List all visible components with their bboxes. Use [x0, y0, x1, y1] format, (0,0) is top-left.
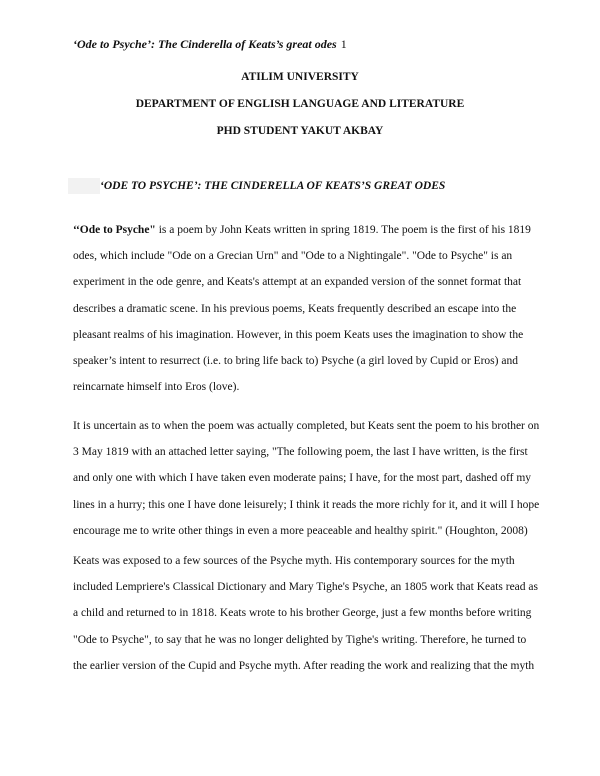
department-name: DEPARTMENT OF ENGLISH LANGUAGE AND LITERATURE [135, 98, 465, 110]
running-header [73, 37, 347, 51]
paragraph-1 [73, 217, 543, 400]
paragraph-1-body: is a poem by John Keats written in spring 1819. The poem is the first of his 1819 odes, which include "Ode on a Grecian Urn" and "Ode to a Nightingale". "Ode to Psyche" is an experiment in the ode genre, and Keats's attempt at an expanded version of the sonnet format that describes a dramatic scene. In his previous poems, Keats frequently described an escape into the pleasant realms of his imagination. However, in this poem Keats uses the imagination to show the speaker’s intent to resurrect (i.e. to bring life back to) Psyche (a girl loved by Cupid or Eros) and reincarnate himself into Eros (love). [73, 224, 531, 394]
title-highlight [68, 178, 100, 194]
paragraph-1-lead: ‘‘Ode to Psyche" [73, 224, 156, 236]
university-name: ATILIM UNIVERSITY [241, 71, 359, 83]
page-number: 1 [340, 37, 347, 51]
running-title: ‘Ode to Psyche’: The Cinderella of Keats’s great odes [73, 37, 337, 51]
paragraph-3: Keats was exposed to a few sources of the Psyche myth. His contemporary sources for the myth included Lempriere's Classical Dictionary and Mary Tighe's Psyche, an 1805 work that Keats read as a child and returned to in 1818. Keats wrote to his brother George, just a few months before writing "Ode to Psyche", to say that he was no longer delighted by Tighe's writing. Therefore, he turned to the earlier version of the Cupid and Psyche myth. After reading the work and realizing that the myth [73, 555, 538, 672]
essay-title: ‘ODE TO PSYCHE’: THE CINDERELLA OF KEATS’S GREAT ODES [100, 180, 446, 192]
author-line: PHD STUDENT YAKUT AKBAY [216, 125, 384, 137]
paragraph-2: It is uncertain as to when the poem was actually completed, but Keats sent the poem to his brother on 3 May 1819 with an attached letter saying, "The following poem, the last I have written, is the first and only one with which I have taken even moderate pains; I have, for the most part, dashed off my lines in a hurry; this one I have done leisurely; I think it reads the more richly for it, and it will I hope encourage me to write other things in even a more peaceable and healthy spirit." (Houghton, 2008) [73, 420, 540, 537]
